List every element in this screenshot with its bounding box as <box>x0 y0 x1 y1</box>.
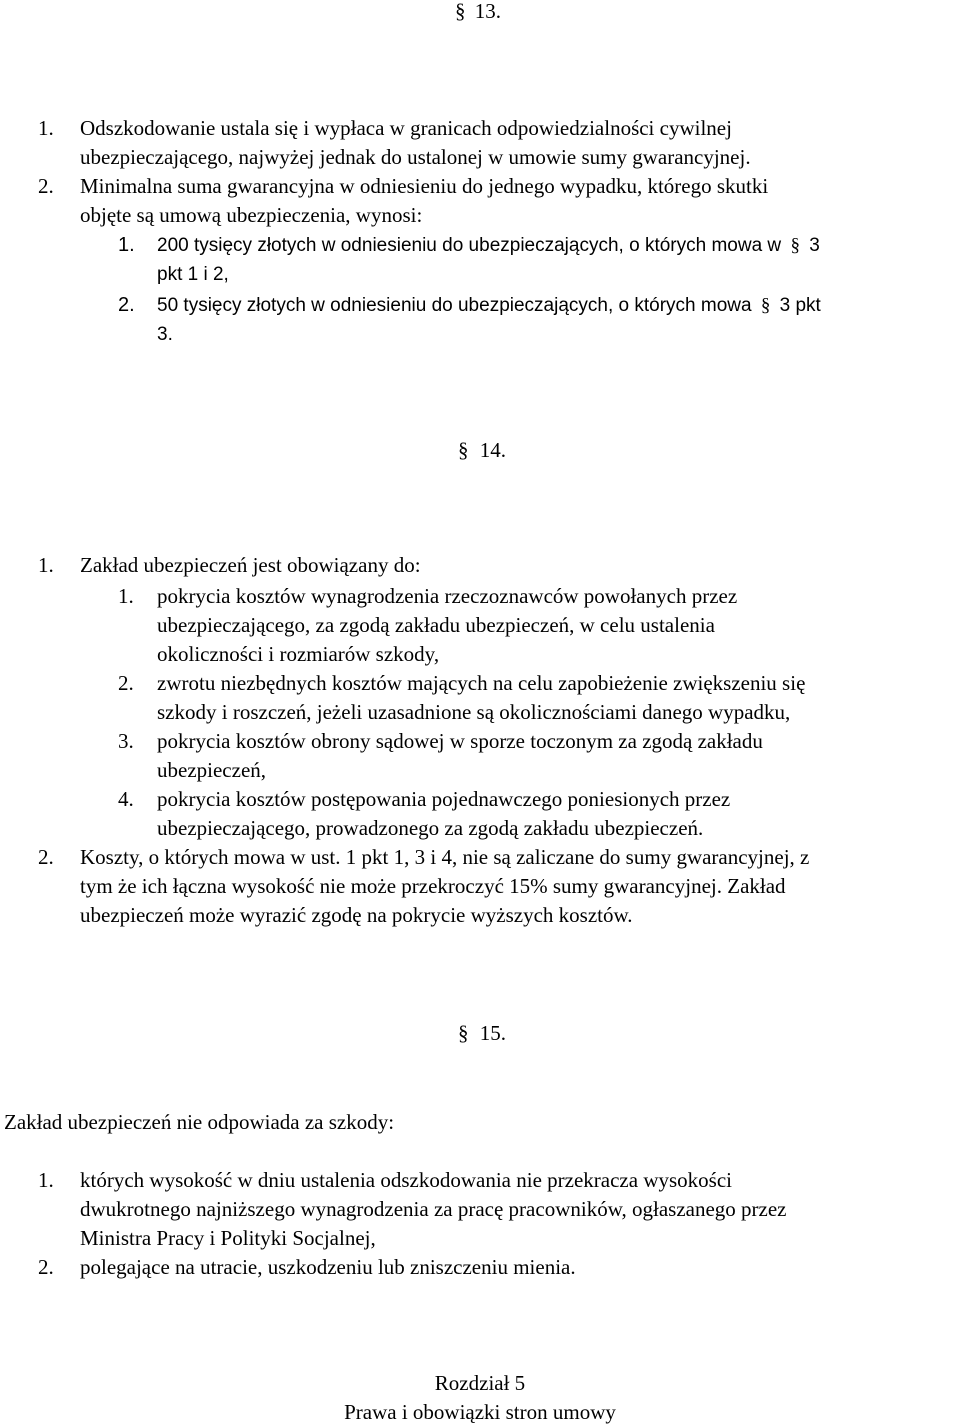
s14-point-1-number: 1. <box>38 553 54 577</box>
s13-item-1-text: 200 tysięcy złotych w odniesieniu do ubezpieczających, o których mowa w <box>157 235 782 256</box>
s13-point-2-number: 2. <box>38 174 54 198</box>
s13-item-1-line-2: pkt 1 i 2, <box>157 264 229 285</box>
s13-item-1-line-1 <box>157 231 820 260</box>
chapter-title: Rozdział 5 <box>434 1371 526 1395</box>
s14-item-2-number: 2. <box>118 671 134 695</box>
section-sign: § <box>458 1021 469 1045</box>
section-15-heading <box>458 1019 506 1048</box>
s15-item-1-line-1: których wysokość w dniu ustalenia odszkodowania nie przekracza wysokości <box>80 1168 732 1192</box>
section-13-heading <box>455 0 501 26</box>
s13-point-1-line-2: ubezpieczającego, najwyżej jednak do ustalonej w umowie sumy gwarancyjnej. <box>80 145 751 169</box>
s13-point-2-line-2: objęte są umową ubezpieczenia, wynosi: <box>80 203 423 227</box>
s14-item-4-line-2: ubezpieczającego, prowadzonego za zgodą zakładu ubezpieczeń. <box>157 816 704 840</box>
section-sign: § <box>790 235 800 256</box>
s14-point-2-line-2: tym że ich łączna wysokość nie może przekroczyć 15% sumy gwarancyjnej. Zakład <box>80 874 786 898</box>
s15-item-1-number: 1. <box>38 1168 54 1192</box>
s14-point-2-line-1: Koszty, o których mowa w ust. 1 pkt 1, 3 i 4, nie są zaliczane do sumy gwarancyjnej, z <box>80 845 810 869</box>
section-sign: § <box>760 295 771 316</box>
s14-item-4-line-1: pokrycia kosztów postępowania pojednawczego poniesionych przez <box>157 787 731 811</box>
s13-point-1-line-1: Odszkodowanie ustala się i wypłaca w granicach odpowiedzialności cywilnej <box>80 116 732 140</box>
s13-item-2-text: 50 tysięcy złotych w odniesieniu do ubezpieczających, o których mowa <box>157 295 752 316</box>
s15-item-2-line-1: polegające na utracie, uszkodzeniu lub zniszczeniu mienia. <box>80 1255 576 1279</box>
section-sign: § <box>455 0 466 23</box>
s13-item-2-line-2: 3. <box>157 324 173 345</box>
s15-item-1-line-2: dwukrotnego najniższego wynagrodzenia za pracę pracowników, ogłaszanego przez <box>80 1197 787 1221</box>
section-sign: § <box>458 438 469 462</box>
s13-item-2-number: 2. <box>118 294 135 316</box>
section-number: 14. <box>479 438 506 462</box>
s14-point-2-number: 2. <box>38 845 54 869</box>
s14-item-1-line-3: okoliczności i rozmiarów szkody, <box>157 642 440 666</box>
s13-item-1-ref: 3 <box>809 235 820 256</box>
section-14-heading <box>458 436 506 465</box>
s14-item-3-line-2: ubezpieczeń, <box>157 758 267 782</box>
s13-point-1-number: 1. <box>38 116 54 140</box>
s15-intro: Zakład ubezpieczeń nie odpowiada za szkody: <box>4 1110 395 1134</box>
chapter-subtitle: Prawa i obowiązki stron umowy <box>344 1400 616 1424</box>
s14-item-4-number: 4. <box>118 787 134 811</box>
s14-item-1-number: 1. <box>118 584 134 608</box>
s14-point-1-text: Zakład ubezpieczeń jest obowiązany do: <box>80 553 421 577</box>
s14-item-3-number: 3. <box>118 729 134 753</box>
s14-item-3-line-1: pokrycia kosztów obrony sądowej w sporze toczonym za zgodą zakładu <box>157 729 763 753</box>
s14-item-2-line-1: zwrotu niezbędnych kosztów mających na celu zapobieżenie zwiększeniu się <box>157 671 806 695</box>
s13-item-2-line-1 <box>157 291 821 320</box>
s13-point-2-line-1: Minimalna suma gwarancyjna w odniesieniu do jednego wypadku, którego skutki <box>80 174 769 198</box>
s14-point-2-line-3: ubezpieczeń może wyrazić zgodę na pokrycie wyższych kosztów. <box>80 903 633 927</box>
s14-item-2-line-2: szkody i roszczeń, jeżeli uzasadnione są okolicznościami danego wypadku, <box>157 700 791 724</box>
s14-item-1-line-2: ubezpieczającego, za zgodą zakładu ubezpieczeń, w celu ustalenia <box>157 613 715 637</box>
s15-item-1-line-3: Ministra Pracy i Polityki Socjalnej, <box>80 1226 376 1250</box>
s15-item-2-number: 2. <box>38 1255 54 1279</box>
s13-item-2-ref: 3 pkt <box>779 295 821 316</box>
section-number: 13. <box>474 0 501 23</box>
s14-item-1-line-1: pokrycia kosztów wynagrodzenia rzeczoznawców powołanych przez <box>157 584 738 608</box>
section-number: 15. <box>479 1021 506 1045</box>
s13-item-1-number: 1. <box>118 234 135 256</box>
